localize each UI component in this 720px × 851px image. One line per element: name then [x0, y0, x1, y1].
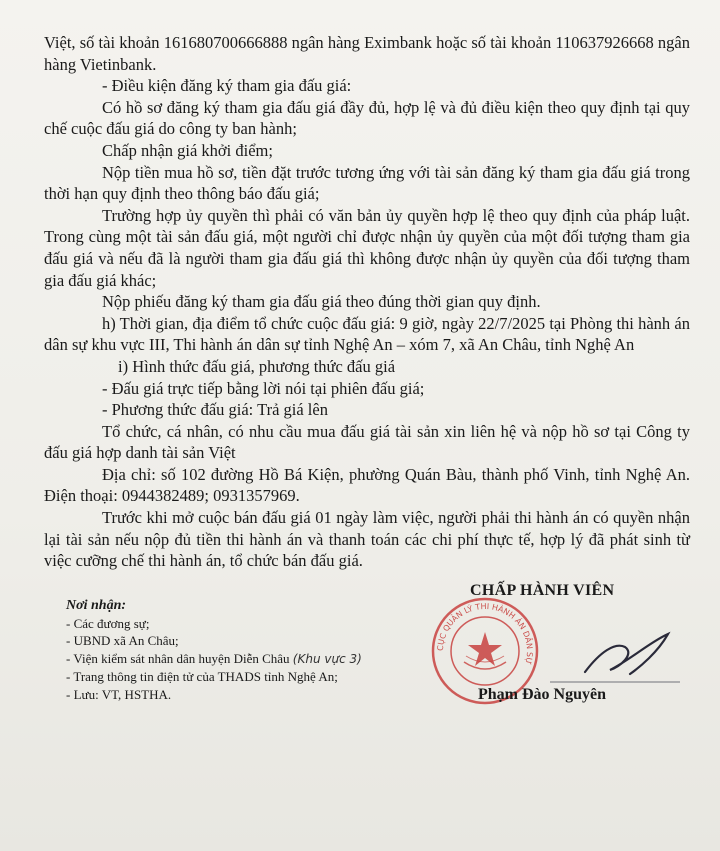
paragraph-authorization: Trường hợp ủy quyền thì phải có văn bản ủy quyền hợp lệ theo quy định của pháp luật. Trong cùng một tài sản đấu giá, một người chỉ được nhận ủy quyền của một đối tượng tham gia đấu giá và nếu đã là người tham gia đấu giá thì không được nhận ủy quyền của đối tượng tham gia đấu giá khác; — [44, 205, 690, 290]
recipient-item: - Các đương sự; — [66, 615, 150, 631]
recipient-item: - UBND xã An Châu; — [66, 633, 179, 648]
paragraph-time-location: h) Thời gian, địa điểm tổ chức cuộc đấu giá: 9 giờ, ngày 22/7/2025 tại Phòng thi hành án dân sự khu vực III, Thi hành án dân sự tỉnh Nghệ An – xóm 7, xã An Châu, tỉnh Nghệ An — [44, 313, 690, 355]
signer-title: CHẤP HÀNH VIÊN — [470, 582, 615, 599]
paragraph-registration-conditions: - Điều kiện đăng ký tham gia đấu giá: — [102, 76, 352, 96]
paragraph-starting-price: Chấp nhận giá khởi điểm; — [102, 140, 273, 160]
paragraph-method: - Phương thức đấu giá: Trả giá lên — [102, 400, 328, 420]
recipient-item: - Trang thông tin điện tử của THADS tỉnh Nghệ An; — [66, 669, 338, 684]
paragraph-address: Địa chỉ: số 102 đường Hồ Bá Kiện, phường Quán Bàu, thành phố Vinh, tỉnh Nghệ An. Điện thoại: 0944382489; 0931357969. — [44, 464, 690, 506]
signer-name: Phạm Đào Nguyên — [478, 686, 607, 703]
paragraph-bank-accounts: Việt, số tài khoản 161680700666888 ngân hàng Eximbank hoặc số tài khoản 110637926668 ngân hàng Vietinbank. — [44, 33, 690, 74]
handwritten-note: (Khu vực 3) — [292, 651, 362, 666]
paragraph-right-to-redeem: Trước khi mở cuộc bán đấu giá 01 ngày làm việc, người phải thi hành án có quyền nhận lại tài sản nếu nộp đủ tiền thi hành án và thanh toán các chi phí thực tế, hợp lý đã phát sinh từ việc cưỡng chế thi hành án, tổ chức bán đấu giá. — [44, 508, 690, 571]
document-body — [44, 32, 690, 572]
paragraph-contact: Tổ chức, cá nhân, có nhu cầu mua đấu giá tài sản xin liên hệ và nộp hồ sơ tại Công ty đấu giá hợp danh tài sản Việt — [44, 421, 690, 463]
signature-block — [430, 582, 700, 722]
recipients-block — [66, 597, 426, 703]
paragraph-direct-bidding: - Đấu giá trực tiếp bằng lời nói tại phiên đấu giá; — [102, 378, 425, 398]
paragraph-valid-dossier: Có hồ sơ đăng ký tham gia đấu giá đầy đủ, hợp lệ và đủ điều kiện theo quy định tại quy chế cuộc đấu giá do công ty ban hành; — [44, 97, 690, 139]
recipient-item — [66, 650, 426, 669]
seal-text: CỤC QUẢN LÝ THI HÀNH ÁN DÂN SỰ — [435, 601, 535, 666]
paragraph-deposit: Nộp tiền mua hồ sơ, tiền đặt trước tương ứng với tài sản đăng ký tham gia đấu giá trong thời hạn quy định theo thông báo đấu giá; — [44, 162, 690, 204]
paragraph-submit-form: Nộp phiếu đăng ký tham gia đấu giá theo đúng thời gian quy định. — [102, 292, 541, 312]
recipient-item: - Lưu: VT, HSTHA. — [66, 686, 172, 702]
paragraph-auction-form: i) Hình thức đấu giá, phương thức đấu giá — [118, 356, 396, 376]
recipients-title: Nơi nhận: — [66, 598, 127, 613]
recipient-item-text: - Viện kiểm sát nhân dân huyện Diễn Châu — [66, 650, 290, 666]
